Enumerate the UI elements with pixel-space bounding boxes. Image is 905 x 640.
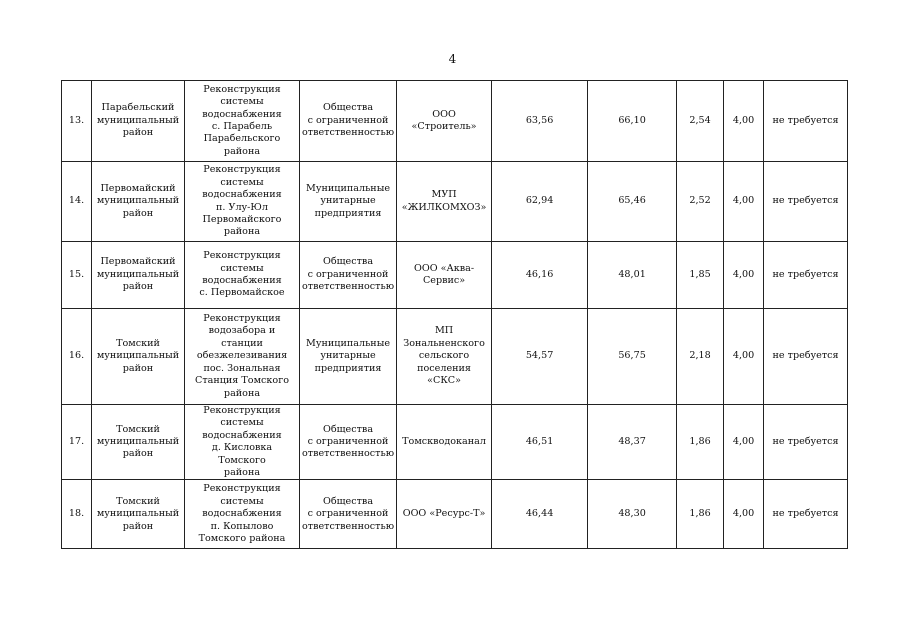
status-cell: не требуется [764,81,848,162]
district-cell: Первомайский муниципальный район [92,162,185,242]
value-3-cell: 2,54 [677,81,724,162]
operator-cell: МП Зональненского сельского поселения «СКС» [397,309,492,405]
percent-cell: 4,00 [724,405,764,480]
row-number-cell: 16. [62,309,92,405]
org-type-cell: Общества с ограниченной ответственностью [300,405,397,480]
value-3-cell: 1,86 [677,480,724,549]
table-row [62,81,848,162]
value-3-cell: 1,85 [677,242,724,309]
row-number-cell: 15. [62,242,92,309]
table-row [62,480,848,549]
project-cell: Реконструкция водозабора и станции обезжелезивания пос. Зональная Станция Томского района [185,309,300,405]
row-number-cell: 17. [62,405,92,480]
value-3-cell: 2,52 [677,162,724,242]
district-cell: Томский муниципальный район [92,309,185,405]
value-2-cell: 48,37 [588,405,677,480]
project-cell: Реконструкция системы водоснабжения с. Первомайское [185,242,300,309]
district-cell: Томский муниципальный район [92,480,185,549]
org-type-cell: Общества с ограниченной ответственностью [300,81,397,162]
project-cell: Реконструкция системы водоснабжения п. Копылово Томского района [185,480,300,549]
project-cell: Реконструкция системы водоснабжения п. Улу-Юл Первомайского района [185,162,300,242]
table-row [62,162,848,242]
value-1-cell: 46,51 [492,405,588,480]
operator-cell: ООО «Аква- Сервис» [397,242,492,309]
value-2-cell: 66,10 [588,81,677,162]
value-1-cell: 62,94 [492,162,588,242]
value-3-cell: 2,18 [677,309,724,405]
org-type-cell: Муниципальные унитарные предприятия [300,309,397,405]
project-cell: Реконструкция системы водоснабжения с. Парабель Парабельского района [185,81,300,162]
district-cell: Первомайский муниципальный район [92,242,185,309]
row-number-cell: 14. [62,162,92,242]
status-cell: не требуется [764,405,848,480]
district-cell: Парабельский муниципальный район [92,81,185,162]
value-3-cell: 1,86 [677,405,724,480]
value-1-cell: 46,16 [492,242,588,309]
table-row [62,405,848,480]
table-row [62,309,848,405]
project-cell: Реконструкция системы водоснабжения д. Кисловка Томского района [185,405,300,480]
org-type-cell: Муниципальные унитарные предприятия [300,162,397,242]
percent-cell: 4,00 [724,480,764,549]
operator-cell: ООО «Ресурс-Т» [397,480,492,549]
table-row [62,242,848,309]
org-type-cell: Общества с ограниченной ответственностью [300,242,397,309]
operator-cell: Томскводоканал [397,405,492,480]
value-2-cell: 48,01 [588,242,677,309]
value-2-cell: 56,75 [588,309,677,405]
status-cell: не требуется [764,480,848,549]
value-2-cell: 65,46 [588,162,677,242]
row-number-cell: 18. [62,480,92,549]
value-1-cell: 54,57 [492,309,588,405]
operator-cell: МУП «ЖИЛКОМХОЗ» [397,162,492,242]
status-cell: не требуется [764,242,848,309]
percent-cell: 4,00 [724,242,764,309]
org-type-cell: Общества с ограниченной ответственностью [300,480,397,549]
percent-cell: 4,00 [724,309,764,405]
status-cell: не требуется [764,162,848,242]
percent-cell: 4,00 [724,81,764,162]
operator-cell: ООО «Строитель» [397,81,492,162]
district-cell: Томский муниципальный район [92,405,185,480]
value-1-cell: 63,56 [492,81,588,162]
status-cell: не требуется [764,309,848,405]
value-2-cell: 48,30 [588,480,677,549]
projects-table [61,80,848,549]
value-1-cell: 46,44 [492,480,588,549]
row-number-cell: 13. [62,81,92,162]
page-number: 4 [448,52,457,66]
percent-cell: 4,00 [724,162,764,242]
